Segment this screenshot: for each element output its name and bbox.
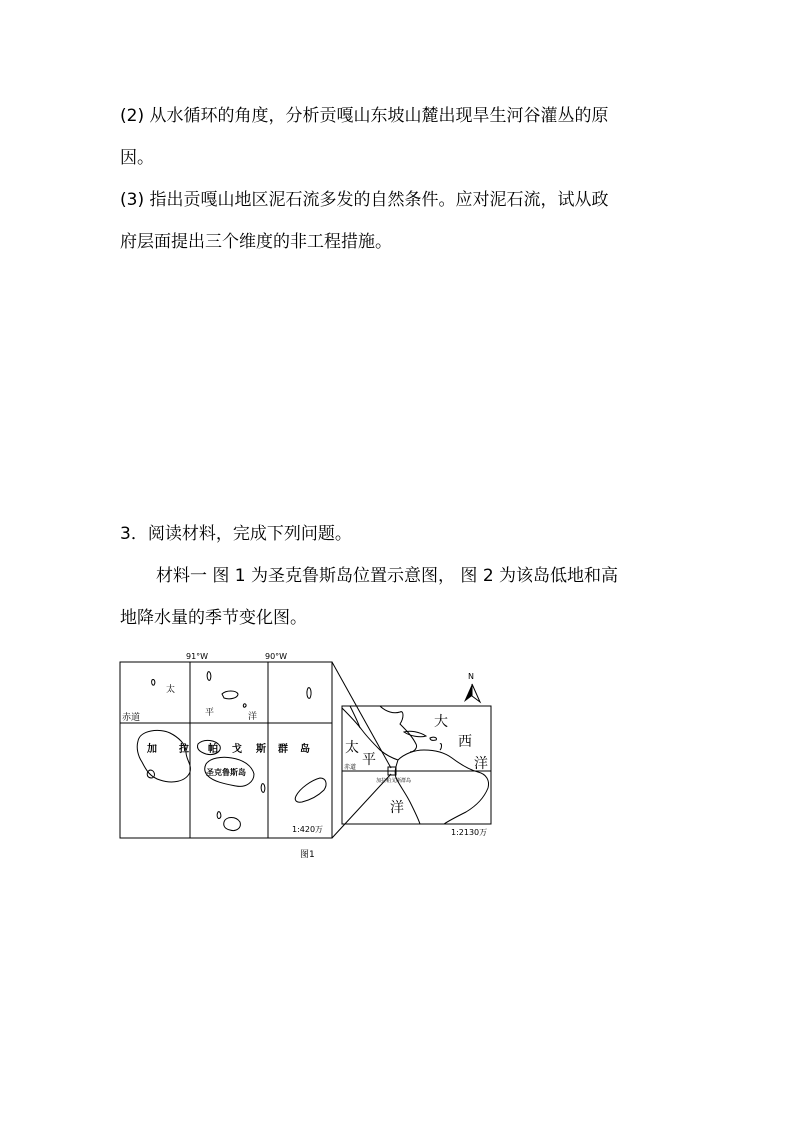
label-ping-left: 平 [205, 708, 215, 718]
hispaniola-island [430, 737, 437, 740]
label-santa-cruz: 圣克鲁斯岛 [206, 768, 246, 777]
section-3-heading: 3．阅读材料，完成下列问题。 [120, 524, 352, 544]
north-label: N [468, 672, 474, 681]
question-3-line-1: (3) 指出贡嘎山地区泥石流多发的自然条件。应对泥石流，试从政 [120, 190, 609, 210]
san-cristobal-island [295, 778, 326, 802]
inset-connectors [332, 662, 391, 838]
label-91w: 91°W [186, 652, 209, 661]
label-da: 大 [434, 714, 448, 730]
lesser-antilles [440, 744, 442, 750]
label-equator-right: 赤道 [344, 764, 357, 771]
archipelago-char: 岛 [300, 744, 310, 755]
archipelago-char: 群 [278, 744, 288, 755]
question-2-line-2: 因。 [120, 148, 154, 168]
archipelago-char: 拉 [179, 744, 189, 755]
fernandina-island [147, 770, 154, 778]
material-1-line-1: 材料一 图 1 为圣克鲁斯岛位置示意图， 图 2 为该岛低地和高 [156, 566, 619, 586]
label-xi: 西 [458, 734, 472, 750]
genovesa-island [307, 688, 311, 699]
small-island-3 [261, 784, 265, 793]
small-island-5 [243, 704, 246, 707]
isabela-island [137, 730, 190, 782]
question-3-line-2: 府层面提出三个维度的非工程措施。 [120, 232, 392, 252]
label-atlantic-yang: 洋 [474, 756, 488, 772]
north-america-east-coast [380, 706, 417, 752]
small-island-4 [217, 812, 221, 819]
label-pac-tai: 太 [345, 740, 359, 756]
figure-1-caption: 图1 [300, 850, 315, 860]
label-90w: 90°W [265, 652, 288, 661]
small-island-1 [207, 672, 211, 681]
north-arrow [464, 672, 480, 702]
label-pac-yang: 洋 [390, 800, 404, 816]
label-scale-left: 1:420万 [292, 825, 324, 834]
archipelago-char: 帕 [208, 744, 218, 755]
label-tai-left: 太 [166, 685, 176, 695]
north-arrow-right-half [472, 684, 480, 702]
floreana-island [224, 818, 241, 831]
label-yang-left: 洋 [248, 712, 258, 722]
archipelago-char: 戈 [232, 744, 242, 755]
pinta-island [222, 691, 238, 699]
label-galapagos-inset: 加拉帕戈斯群岛 [376, 778, 412, 784]
material-1-line-2: 地降水量的季节变化图。 [120, 608, 307, 628]
small-island-2 [152, 679, 155, 685]
label-scale-right: 1:2130万 [451, 828, 488, 837]
north-arrow-left-half [464, 684, 472, 702]
archipelago-label [146, 742, 310, 755]
archipelago-char: 加 [147, 744, 157, 755]
question-2-line-1: (2) 从水循环的角度，分析贡嘎山东坡山麓出现旱生河谷灌丛的原 [120, 106, 609, 126]
label-equator-left: 赤道 [122, 713, 141, 723]
archipelago-char: 斯 [256, 744, 266, 755]
label-pac-ping: 平 [362, 752, 376, 768]
